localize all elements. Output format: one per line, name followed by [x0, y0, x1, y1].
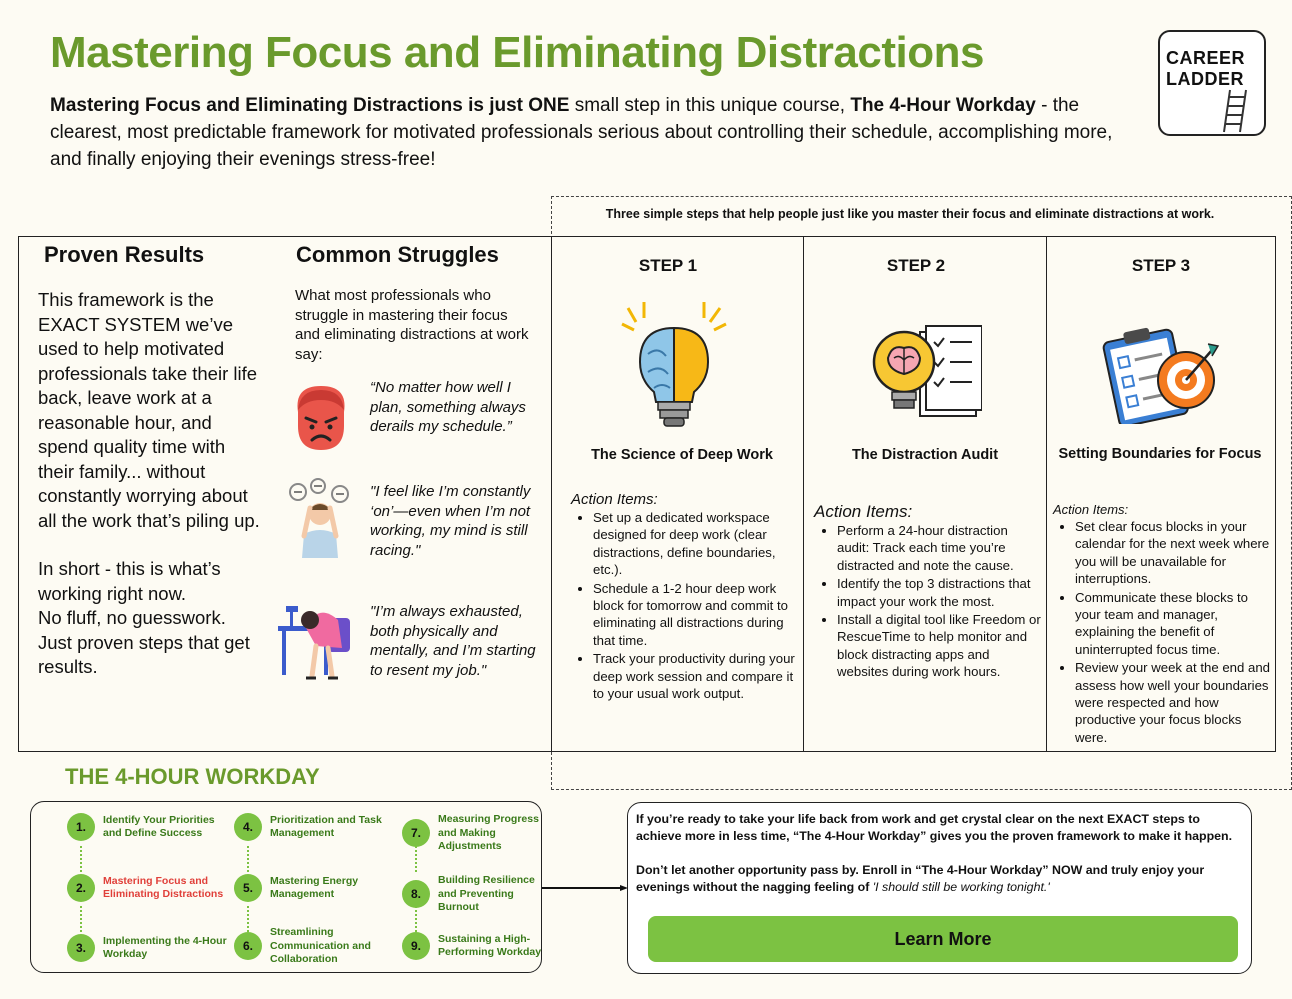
exhausted-at-desk-icon [276, 592, 356, 682]
column-divider [551, 236, 552, 752]
step-2-action-heading: Action Items: [814, 502, 913, 521]
connector-line [80, 846, 82, 872]
common-struggles-heading: Common Struggles [296, 242, 499, 267]
struggles-intro: What most professionals who struggle in mastering their focus and eliminating distractions at work say: [295, 287, 529, 363]
module-item-8[interactable] [402, 874, 542, 915]
module-number: 6. [234, 932, 262, 960]
module-number: 1. [67, 813, 95, 841]
step-2-title: The Distraction Audit [851, 447, 999, 463]
page-title: Mastering Focus and Eliminating Distractions [50, 28, 984, 77]
module-item-3[interactable] [67, 934, 227, 962]
cta-paragraph-2 [636, 862, 1246, 895]
module-label: Identify Your Priorities and Define Success [103, 813, 215, 839]
intro-bold-lead: Mastering Focus and Eliminating Distractions is just ONE [50, 95, 570, 116]
list-item: • Perform a 24-hour distraction audit: Track each time you’re distracted and note the cause. [837, 522, 1041, 574]
column-divider [1046, 236, 1047, 752]
module-label: Prioritization and Task Management [270, 813, 382, 839]
intro-course-name: The 4-Hour Workday [850, 95, 1036, 116]
module-item-7[interactable] [402, 813, 542, 854]
list-item: • Set clear focus blocks in your calendar for the next week where you will be unavailable for interruptions. [1075, 518, 1275, 588]
list-item: • Identify the top 3 distractions that impact your work the most. [837, 575, 1041, 610]
list-item: • Track your productivity during your deep work session and compare it to your usual work output. [593, 650, 799, 702]
learn-more-button[interactable]: Learn More [648, 916, 1238, 962]
module-item-6[interactable] [234, 926, 384, 967]
step-1-title: The Science of Deep Work [591, 447, 773, 463]
module-item-9[interactable] [402, 932, 542, 960]
logo-line2: LADDER [1166, 69, 1244, 89]
call-to-action-panel [627, 802, 1252, 974]
step-3-action-heading: Action Items: [1053, 502, 1129, 517]
step-1-action-heading: Action Items: [571, 491, 658, 508]
column-divider [803, 236, 804, 752]
intro-rest: - the clearest, most predictable framework for motivated professionals serious about controlling their schedule, accomplishing more, and finally enjoying their evenings stress-free! [50, 95, 1113, 170]
list-item: • Install a digital tool like Freedom or RescueTime to help monitor and block distracting apps and websites during work hours. [837, 611, 1041, 681]
module-item-4[interactable] [234, 813, 384, 841]
workday-heading: THE 4-HOUR WORKDAY [65, 764, 320, 789]
frustrated-face-icon [290, 382, 352, 454]
module-label: Implementing the 4-Hour Workday [103, 934, 227, 960]
module-number: 4. [234, 813, 262, 841]
intro-mid: small step in this unique course, [569, 95, 851, 116]
module-number: 7. [402, 819, 430, 847]
module-number: 2. [67, 874, 95, 902]
module-number: 5. [234, 874, 262, 902]
struggle-quote-3: "I’m always exhausted, both physically and mentally, and I’m starting to resent my job." [370, 603, 536, 679]
proven-p4: Just proven steps that get results. [38, 631, 250, 677]
connector-line [80, 906, 82, 932]
proven-results-heading: Proven Results [44, 242, 205, 267]
module-label: Streamlining Communication and Collaboration [270, 926, 371, 965]
module-label: Measuring Progress and Making Adjustments [438, 813, 539, 852]
module-label: Building Resilience and Preventing Burnout [438, 874, 535, 913]
module-item-1[interactable] [67, 813, 227, 841]
module-number: 8. [402, 880, 430, 908]
steps-tagline: Three simple steps that help people just like you master their focus and eliminate distractions at work. [605, 207, 1215, 221]
module-label: Mastering Energy Management [270, 874, 359, 900]
step-3-title: Setting Boundaries for Focus [1058, 446, 1262, 462]
checklist-lightbulb-icon [868, 322, 982, 422]
proven-p1: This framework is the EXACT SYSTEM we’ve used to help motivated professionals take their life back, leave work at a reasonable hour, and spend quality time with their family... without constantly worrying about all the work that’s piling up. [38, 289, 260, 531]
cta-paragraph-1: If you’re ready to take your life back from work and get crystal clear on the next EXACT steps to achieve more in less time, “The 4-Hour Workday” gives you the proven framework to make it happen. [636, 812, 1233, 843]
step-2-action-list [817, 522, 1041, 682]
list-item: • Schedule a 1-2 hour deep work block for tomorrow and commit to eliminating all distractions during that time. [593, 580, 799, 650]
arrow-right-icon [542, 885, 628, 891]
proven-results-text [38, 288, 264, 680]
connector-line [247, 846, 249, 872]
course-modules-panel [30, 801, 542, 973]
step-1-action-list [573, 509, 799, 703]
intro-paragraph [50, 92, 1130, 173]
career-ladder-logo [1158, 30, 1266, 136]
step-1-label: STEP 1 [638, 256, 698, 275]
proven-p3: No fluff, no guesswork. [38, 607, 226, 628]
module-item-2[interactable] [67, 874, 237, 902]
brain-lightbulb-icon [614, 302, 734, 432]
list-item: • Communicate these blocks to your team and manager, explaining the benefit of uninterrupted focus time. [1075, 589, 1275, 659]
logo-line1: CAREER [1166, 48, 1246, 68]
cta-paragraph-2-text: Don’t let another opportunity pass by. Enroll in “The 4-Hour Workday” NOW and truly enjoy your evenings without the nagging feeling of [636, 863, 1205, 894]
struggle-quote-2: "I feel like I’m constantly ‘on’—even when I’m not working, my mind is still racing." [370, 483, 531, 559]
step-3-label: STEP 3 [1131, 256, 1191, 275]
proven-p2: In short - this is what’s working right now. [38, 558, 221, 604]
module-label: Sustaining a High-Performing Workday [438, 932, 542, 958]
module-number: 9. [402, 932, 430, 960]
step-2-label: STEP 2 [886, 256, 946, 275]
ladder-icon [1216, 88, 1252, 134]
clipboard-target-icon [1100, 320, 1220, 424]
step-3-action-list [1055, 518, 1275, 747]
stressed-person-icon [284, 478, 356, 558]
module-number: 3. [67, 934, 95, 962]
module-label: Mastering Focus and Eliminating Distractions [103, 874, 224, 900]
cta-paragraph-2-italic: 'I should still be working tonight.' [872, 879, 1050, 894]
struggle-quote-1: “No matter how well I plan, something always derails my schedule.” [370, 379, 526, 435]
list-item: • Review your week at the end and assess how well your boundaries were respected and how productive your focus blocks were. [1075, 659, 1275, 746]
list-item: • Set up a dedicated workspace designed for deep work (clear distractions, define boundaries, etc.). [593, 509, 799, 579]
module-item-5[interactable] [234, 874, 384, 902]
